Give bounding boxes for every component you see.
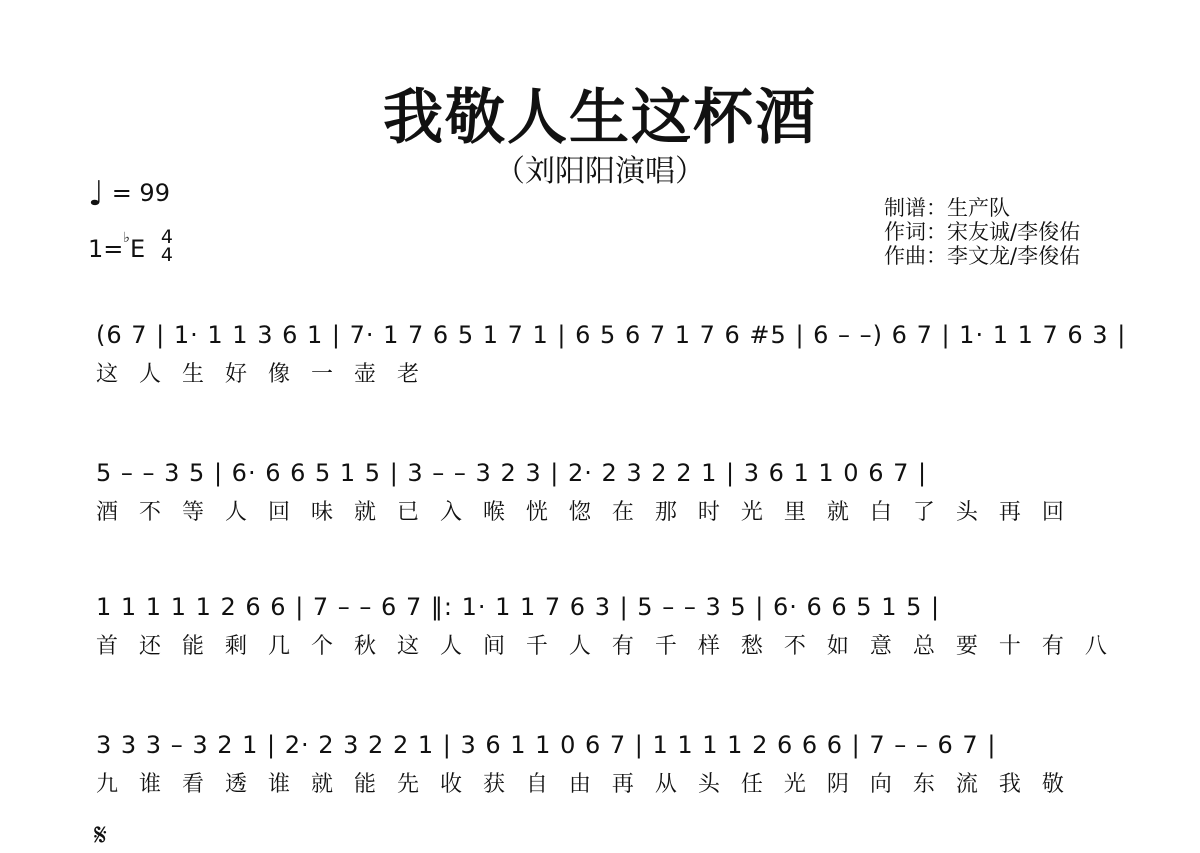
credit-lyricist: 作词：宋友诚/李俊佑	[884, 220, 1081, 244]
notation-line: 5 – – 3 5 | 6· 6 6 5 1 5 | 3 – – 3 2 3 | 2· 2 3 2 2 1 | 3 6 1 1 0 6 7 |	[96, 459, 928, 487]
tempo-marking	[88, 170, 170, 214]
lyric-line: 九 谁 看 透 谁 就 能 先 收 获 自 由 再 从 头 任 光 阴 向 东 流 我 敬	[96, 771, 1071, 797]
segno-icon: 𝄋	[94, 818, 107, 853]
notation-line: 1 1 1 1 1 2 6 6 | 7 – – 6 7 ‖: 1· 1 1 7 6 3 | 5 – – 3 5 | 6· 6 6 5 1 5 |	[96, 593, 941, 621]
key-note: E	[130, 235, 146, 263]
credits	[884, 196, 1080, 268]
score-system	[96, 458, 1121, 524]
quarter-note-icon: ♩	[88, 174, 105, 214]
lyric-line: 首 还 能 剩 几 个 秋 这 人 间 千 人 有 千 样 愁 不 如 意 总 要 十 有 八	[96, 633, 1114, 659]
time-signature	[161, 228, 173, 264]
key-signature	[88, 226, 173, 268]
notation-line: 3 3 3 – 3 2 1 | 2· 2 3 2 2 1 | 3 6 1 1 0 6 7 | 1 1 1 1 2 6 6 6 | 7 – – 6 7 |	[96, 731, 997, 759]
credit-composer: 作曲：李文龙/李俊佑	[884, 244, 1081, 268]
score-system	[96, 730, 1121, 796]
score-system	[96, 320, 1127, 387]
time-numerator: 4	[160, 226, 173, 248]
key-prefix: 1=	[88, 235, 124, 263]
notation-line: (6 7 | 1· 1 1 3 6 1 | 7· 1 7 6 5 1 7 1 | 6 5 6 7 1 7 6 #5 | 6 – –) 6 7 | 1· 1 1 7 6 3 |	[96, 321, 1127, 349]
page-subtitle: （刘阳阳演唱）	[495, 154, 705, 189]
lyric-line: 酒 不 等 人 回 味 就 已 入 喉 恍 惚 在 那 时 光 里 就 白 了 头 再 回	[96, 499, 1071, 525]
page-title: 我敬人生这杯酒	[383, 83, 817, 153]
credit-transcriber: 制谱：生产队	[884, 196, 1010, 220]
lyric-line: 这 人 生 好 像 一 壶 老	[96, 361, 426, 387]
score-system	[96, 592, 1121, 658]
tempo-value: = 99	[111, 179, 170, 207]
time-denominator: 4	[160, 244, 173, 266]
flat-icon: ♭	[123, 230, 130, 246]
